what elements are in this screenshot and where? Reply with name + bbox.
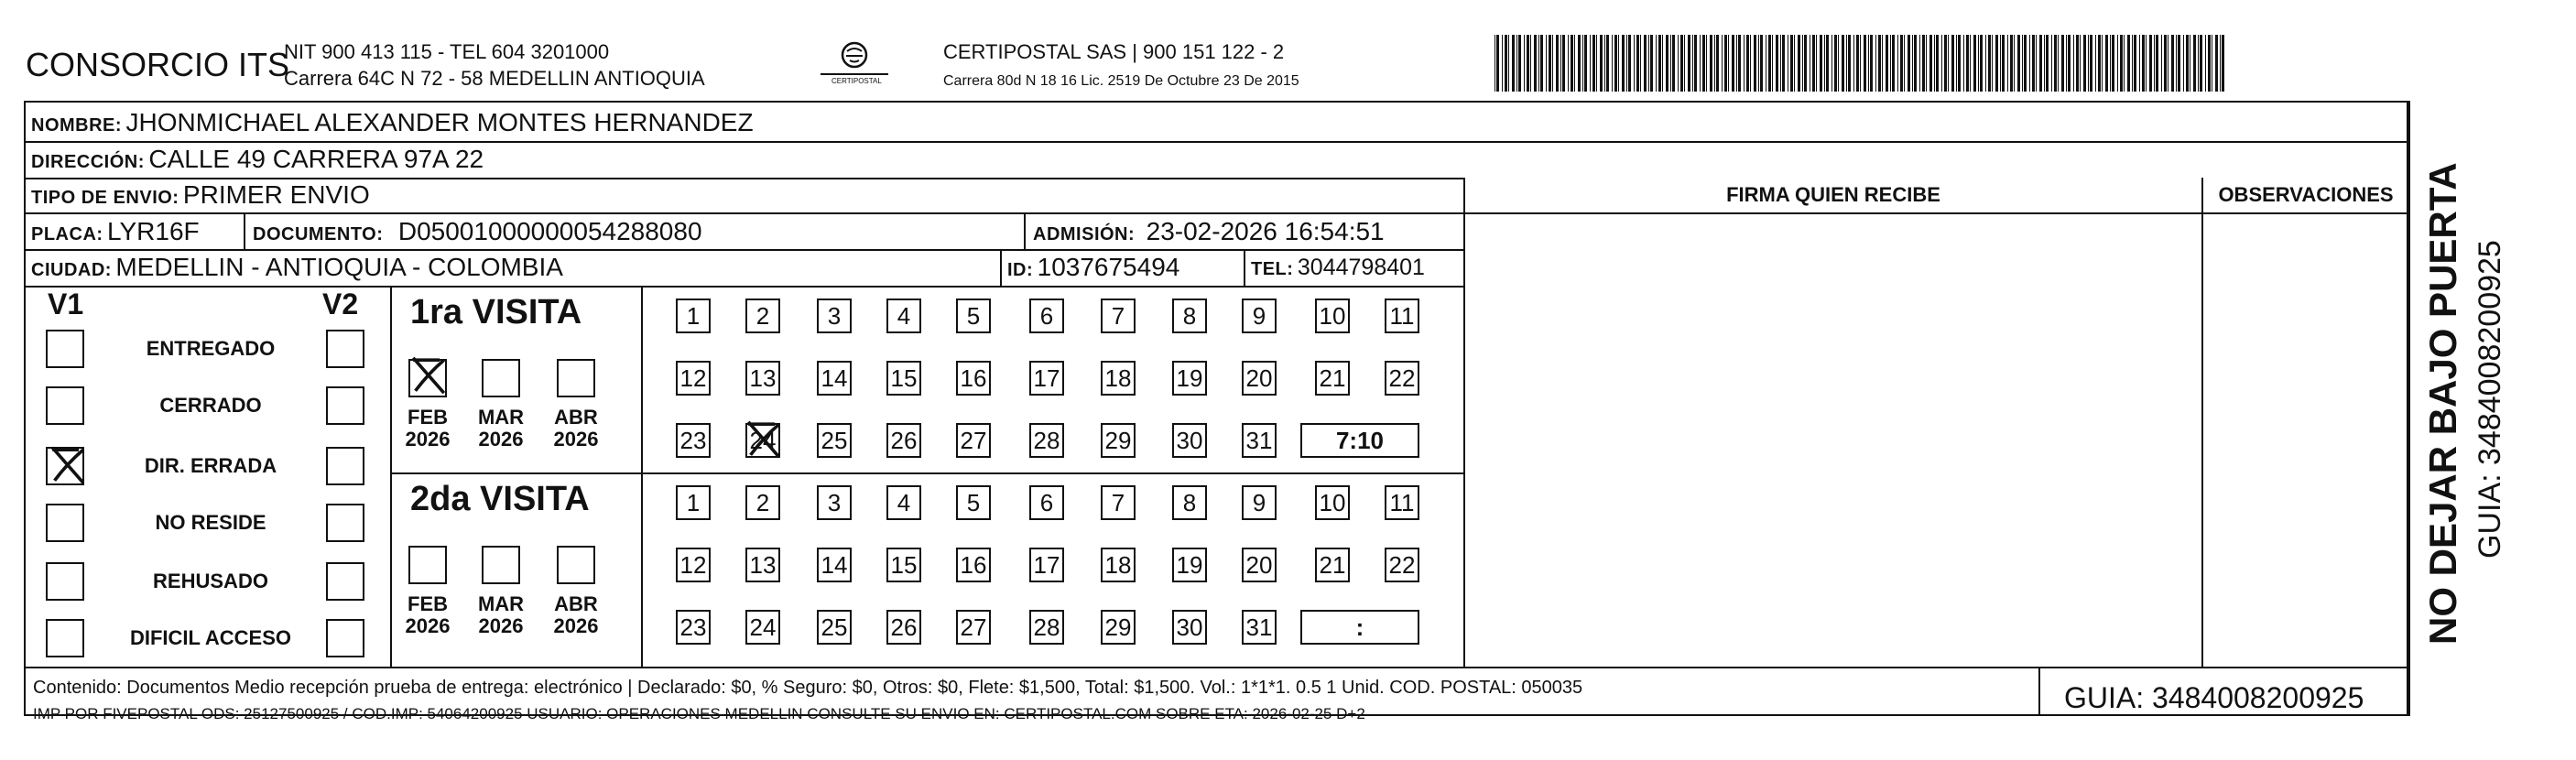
direccion-value: CALLE 49 CARRERA 97A 22 — [148, 145, 484, 173]
handwritten-x-mark-icon — [742, 418, 786, 461]
day-checkbox[interactable]: 9 — [1242, 485, 1277, 520]
footer-content-line: Contenido: Documentos Medio recepción prueba de entrega: electrónico | Declarado: $0, % Seguro: $0, Otros: $0, Flete: $1,500, Total: $1,500. Vol.: 1*1*1. 0.5 1 Unid. COD. POSTAL: 050035 — [33, 678, 1583, 698]
month-label: MAR 2026 — [477, 592, 525, 637]
day-checkbox[interactable]: 17 — [1029, 361, 1064, 396]
company-name: CONSORCIO ITS — [26, 46, 290, 83]
day-checkbox[interactable]: 25 — [817, 610, 852, 645]
documento-row — [253, 217, 702, 246]
day-checkbox[interactable]: 24 — [745, 610, 780, 645]
month-label: FEB 2026 — [405, 592, 451, 637]
v1-header: V1 — [48, 288, 84, 320]
day-checkbox[interactable]: 21 — [1315, 548, 1350, 582]
nombre-row — [31, 108, 754, 137]
documento-value: D05001000000054288080 — [397, 217, 702, 245]
day-checkbox[interactable]: 22 — [1385, 548, 1419, 582]
direccion-row — [31, 145, 484, 174]
day-checkbox[interactable]: 12 — [676, 548, 711, 582]
day-checkbox[interactable]: 16 — [956, 548, 991, 582]
nombre-value: JHONMICHAEL ALEXANDER MONTES HERNANDEZ — [125, 108, 754, 136]
time-field[interactable]: : — [1300, 610, 1419, 645]
day-checkbox[interactable]: 31 — [1242, 423, 1277, 458]
tipo-label: TIPO DE ENVIO: — [31, 188, 179, 208]
day-checkbox[interactable]: 19 — [1172, 361, 1207, 396]
day-checkbox[interactable]: 4 — [886, 299, 921, 333]
day-checkbox[interactable]: 2 — [745, 485, 780, 520]
day-checkbox[interactable]: 10 — [1315, 485, 1350, 520]
placa-row — [31, 217, 200, 246]
firma-header: FIRMA QUIEN RECIBE — [1726, 183, 1940, 206]
visit-title: 2da VISITA — [410, 480, 590, 518]
certipostal-name: CERTIPOSTAL SAS | 900 151 122 - 2 — [943, 40, 1285, 63]
day-checkbox[interactable]: 29 — [1101, 423, 1136, 458]
v1-checkbox[interactable] — [46, 504, 84, 542]
day-checkbox[interactable]: 28 — [1029, 610, 1064, 645]
month-checkbox[interactable] — [557, 359, 595, 397]
day-checkbox[interactable]: 12 — [676, 361, 711, 396]
day-checkbox[interactable]: 9 — [1242, 299, 1277, 333]
v1-checkbox[interactable] — [46, 619, 84, 657]
day-checkbox[interactable]: 3 — [817, 485, 852, 520]
day-checkbox[interactable]: 30 — [1172, 610, 1207, 645]
v2-checkbox[interactable] — [326, 504, 364, 542]
day-checkbox[interactable]: 23 — [676, 610, 711, 645]
day-checkbox[interactable]: 22 — [1385, 361, 1419, 396]
day-checkbox[interactable]: 7 — [1101, 299, 1136, 333]
day-checkbox[interactable]: 17 — [1029, 548, 1064, 582]
day-checkbox[interactable]: 26 — [886, 610, 921, 645]
company-info — [284, 38, 705, 92]
day-checkbox[interactable]: 21 — [1315, 361, 1350, 396]
month-label: ABR 2026 — [553, 406, 599, 451]
status-label: REHUSADO — [153, 570, 268, 592]
tel-label: TEL: — [1251, 259, 1294, 279]
day-checkbox[interactable]: 23 — [676, 423, 711, 458]
id-label: ID: — [1007, 260, 1034, 280]
day-checkbox[interactable]: 7 — [1101, 485, 1136, 520]
month-checkbox[interactable] — [557, 546, 595, 584]
day-checkbox[interactable]: 18 — [1101, 548, 1136, 582]
day-checkbox[interactable]: 13 — [745, 548, 780, 582]
day-checkbox[interactable]: 5 — [956, 485, 991, 520]
month-label: MAR 2026 — [477, 406, 525, 451]
month-checkbox[interactable] — [482, 359, 520, 397]
observaciones-header: OBSERVACIONES — [2218, 183, 2394, 206]
certipostal-license: Carrera 80d N 18 16 Lic. 2519 De Octubre 23 De 2015 — [943, 73, 1299, 89]
placa-value: LYR16F — [107, 217, 200, 245]
v1-checkbox[interactable] — [46, 386, 84, 425]
ciudad-row — [31, 253, 563, 282]
status-label: DIR. ERRADA — [144, 454, 277, 477]
logo-text: CERTIPOSTAL — [831, 77, 882, 85]
day-checkbox[interactable]: 13 — [745, 361, 780, 396]
day-checkbox[interactable]: 26 — [886, 423, 921, 458]
status-label: ENTREGADO — [146, 337, 276, 360]
day-checkbox[interactable]: 8 — [1172, 299, 1207, 333]
nombre-label: NOMBRE: — [31, 115, 123, 136]
certipostal-info — [943, 38, 1299, 94]
side-warning: NO DEJAR BAJO PUERTA — [2421, 162, 2464, 645]
ciudad-label: CIUDAD: — [31, 260, 112, 280]
footer-print-line: IMP POR FIVEPOSTAL ODS: 25127500925 / COD.IMP: 54064200925 USUARIO: OPERACIONES MEDELLIN CONSULTE SU ENVIO EN: CERTIPOSTAL.COM SOBRE ETA: 2026-02-25 D+2 — [33, 705, 1365, 722]
month-label: FEB 2026 — [405, 406, 451, 451]
side-guia: GUIA: 3484008200925 — [2473, 240, 2507, 559]
v2-checkbox[interactable] — [326, 562, 364, 601]
day-checkbox[interactable]: 16 — [956, 361, 991, 396]
tel-row — [1251, 255, 1425, 281]
day-checkbox[interactable]: 4 — [886, 485, 921, 520]
day-checkbox[interactable]: 27 — [956, 610, 991, 645]
day-checkbox[interactable]: 14 — [817, 361, 852, 396]
address-line: Carrera 64C N 72 - 58 MEDELLIN ANTIOQUIA — [284, 67, 705, 90]
admision-label: ADMISIÓN: — [1033, 224, 1136, 244]
day-checkbox[interactable]: 18 — [1101, 361, 1136, 396]
day-checkbox[interactable]: 5 — [956, 299, 991, 333]
day-checkbox[interactable]: 20 — [1242, 548, 1277, 582]
day-checkbox[interactable]: 27 — [956, 423, 991, 458]
day-checkbox[interactable]: 10 — [1315, 299, 1350, 333]
day-checkbox[interactable]: 15 — [886, 548, 921, 582]
handwritten-x-mark-icon — [46, 443, 90, 487]
day-checkbox[interactable]: 14 — [817, 548, 852, 582]
month-checkbox[interactable] — [408, 546, 447, 584]
day-checkbox[interactable]: 15 — [886, 361, 921, 396]
v2-checkbox[interactable] — [326, 386, 364, 425]
id-value: 1037675494 — [1037, 253, 1180, 281]
handwritten-x-mark-icon — [407, 353, 451, 397]
v2-header: V2 — [322, 288, 359, 320]
direccion-label: DIRECCIÓN: — [31, 152, 145, 172]
day-checkbox[interactable]: 1 — [676, 485, 711, 520]
day-checkbox[interactable]: 1 — [676, 299, 711, 333]
status-label: NO RESIDE — [155, 511, 266, 534]
status-label: DIFICIL ACCESO — [129, 626, 291, 649]
day-checkbox[interactable]: 8 — [1172, 485, 1207, 520]
day-checkbox[interactable]: 11 — [1385, 485, 1419, 520]
v1-checkbox[interactable] — [46, 562, 84, 601]
tel-value: 3044798401 — [1297, 255, 1425, 280]
day-checkbox[interactable]: 6 — [1029, 299, 1064, 333]
day-checkbox[interactable]: 11 — [1385, 299, 1419, 333]
tipo-row — [31, 180, 370, 210]
day-checkbox[interactable]: 3 — [817, 299, 852, 333]
placa-label: PLACA: — [31, 224, 103, 244]
v1-checkbox[interactable] — [46, 330, 84, 368]
time-field[interactable]: 7:10 — [1300, 423, 1419, 458]
day-checkbox[interactable]: 29 — [1101, 610, 1136, 645]
v2-checkbox[interactable] — [326, 619, 364, 657]
documento-label: DOCUMENTO: — [253, 224, 384, 244]
visit-title: 1ra VISITA — [410, 293, 582, 331]
day-checkbox[interactable]: 30 — [1172, 423, 1207, 458]
v2-checkbox[interactable] — [326, 330, 364, 368]
barcode — [1495, 35, 2227, 92]
month-checkbox[interactable] — [482, 546, 520, 584]
day-checkbox[interactable]: 2 — [745, 299, 780, 333]
day-checkbox[interactable]: 25 — [817, 423, 852, 458]
admision-value: 23-02-2026 16:54:51 — [1146, 217, 1385, 245]
month-label: ABR 2026 — [553, 592, 599, 637]
nit-line: NIT 900 413 115 - TEL 604 3201000 — [284, 40, 610, 63]
day-checkbox[interactable]: 6 — [1029, 485, 1064, 520]
day-checkbox[interactable]: 24 — [745, 423, 780, 458]
status-label: CERRADO — [159, 394, 262, 417]
tipo-value: PRIMER ENVIO — [182, 180, 370, 209]
day-checkbox[interactable]: 19 — [1172, 548, 1207, 582]
day-checkbox[interactable]: 20 — [1242, 361, 1277, 396]
ciudad-value: MEDELLIN - ANTIOQUIA - COLOMBIA — [115, 253, 563, 281]
day-checkbox[interactable]: 31 — [1242, 610, 1277, 645]
day-checkbox[interactable]: 28 — [1029, 423, 1064, 458]
footer-guia: GUIA: 3484008200925 — [2064, 681, 2364, 714]
admision-row — [1033, 217, 1385, 246]
id-row — [1007, 253, 1179, 282]
v2-checkbox[interactable] — [326, 447, 364, 485]
